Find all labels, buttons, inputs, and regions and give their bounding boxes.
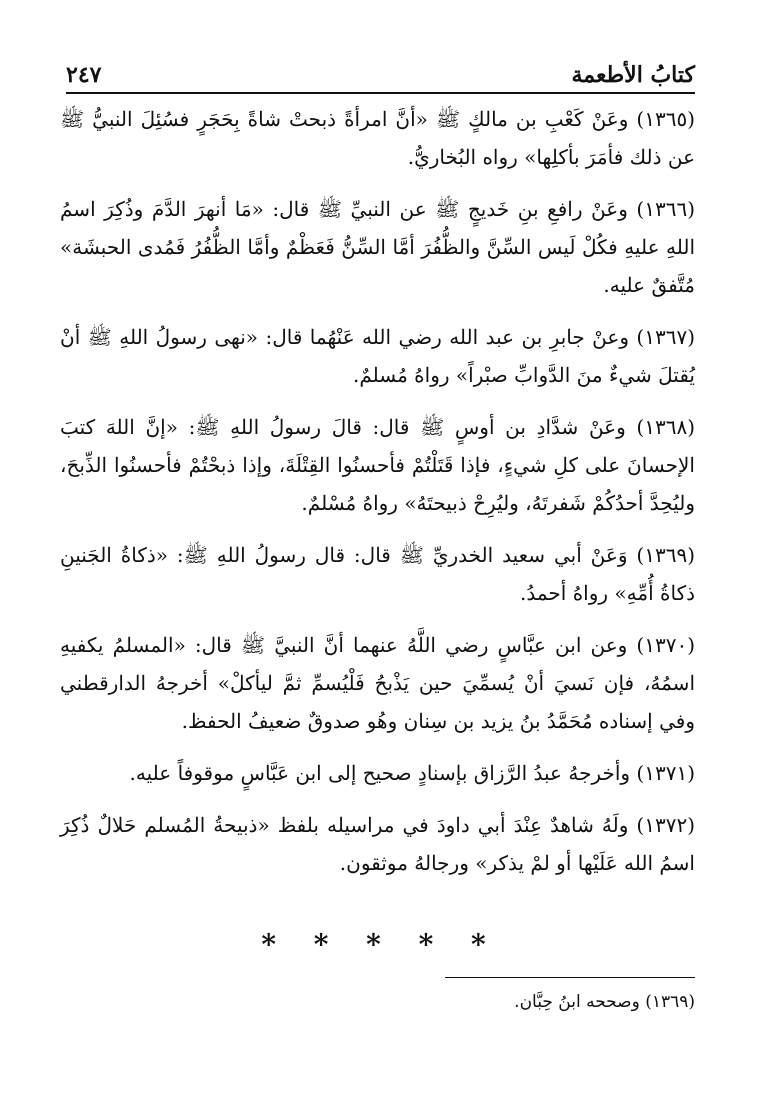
hadith-1365: (١٣٦٥) وعَنْ كَعْبِ بن مالكٍ ﷺ «أنَّ امرأةً ذبحتْ شاةً بِحَجَرٍ فسُئِلَ النبيُّ ﷺ عن ذلك فأمَرَ بأكلِها» رواه البُخاريُّ.: [60, 107, 695, 169]
hadith-1372: (١٣٧٢) ولَهُ شاهدٌ عِنْدَ أبي داودَ في مراسيله بلفظ «ذبيحةُ المُسلم حَلالٌ ذُكِرَ اسمُ الله عَلَيْها أو لمْ يذكر» ورجالهُ موثقون.: [60, 813, 695, 875]
hadith-1368: (١٣٦٨) وعَنْ شدَّادِ بن أوسٍ ﷺ قال: قالَ رسولُ اللهِ ﷺ: «إنَّ اللهَ كتبَ الإحسانَ على كلِ شيءٍ، فإذا قَتَلْتُمْ فأحسنُوا القِتْلَةَ، وإذا ذبحْتُمْ فأحسنُوا الذِّبحَ، وليُحِدَّ أحدُكُمْ شَفرتَهُ، وليُرِحْ ذبيحتَهُ» رواهُ مُسْلمٌ.: [60, 415, 695, 515]
section-separator: * * * * *: [261, 928, 500, 961]
hadith-1371: (١٣٧١) وأخرجهُ عبدُ الرَّزاق بإسنادٍ صحيح إلى ابن عَبَّاسٍ موقوفاً عليه.: [129, 761, 695, 785]
page-number: ٢٤٧: [66, 62, 102, 88]
footnote-rule: [445, 977, 695, 978]
hadith-1369: (١٣٦٩) وَعَنْ أبي سعيد الخدريِّ ﷺ قال: قال رسولُ اللهِ ﷺ: «ذكاةُ الجَنينِ ذكاةُ أُمِّهِ» رواهُ أحمدُ.: [60, 543, 695, 605]
hadith-1367: (١٣٦٧) وعنْ جابرِ بن عبد الله رضي الله عَنْهُما قال: «نهى رسولُ اللهِ ﷺ أنْ يُقتلَ شيءٌ منَ الدَّوابِّ صبْراً» رواهُ مُسلمٌ.: [60, 325, 695, 387]
hadith-1370: (١٣٧٠) وعن ابن عبَّاسٍ رضي اللَّهُ عنهما أنَّ النبيَّ ﷺ قال: «المسلمُ يكفيهِ اسمُهُ، فإن نَسيَ أنْ يُسمِّيَ حين يَذْبحُ فَلْيُسمِّ ثمَّ ليأكلْ» أخرجهُ الدارقطني وفي إسناده مُحَمَّدُ بنُ يزيد بن سِنان وهُو صدوقٌ ضعيفُ الحفظ.: [60, 633, 695, 733]
hadith-1366: (١٣٦٦) وعَنْ رافعِ بنِ خَديجٍ ﷺ عن النبيِّ ﷺ قال: «مَا أنهرَ الدَّمَ وذُكِرَ اسمُ اللهِ عليهِ فكُلْ لَيس السِّنَّ والظُّفُرَ أمَّا السِّنُّ فَعَظْمٌ وأمَّا الظُّفُرُ فَمُدى الحبشَة» مُتَّفقٌ عليه.: [60, 197, 695, 297]
chapter-title: كتابُ الأطعمة: [571, 62, 695, 88]
running-header: [66, 52, 695, 94]
footnote: (١٣٦٩) وصححه ابنُ حِبَّان.: [514, 992, 695, 1012]
main-text: [60, 100, 695, 896]
